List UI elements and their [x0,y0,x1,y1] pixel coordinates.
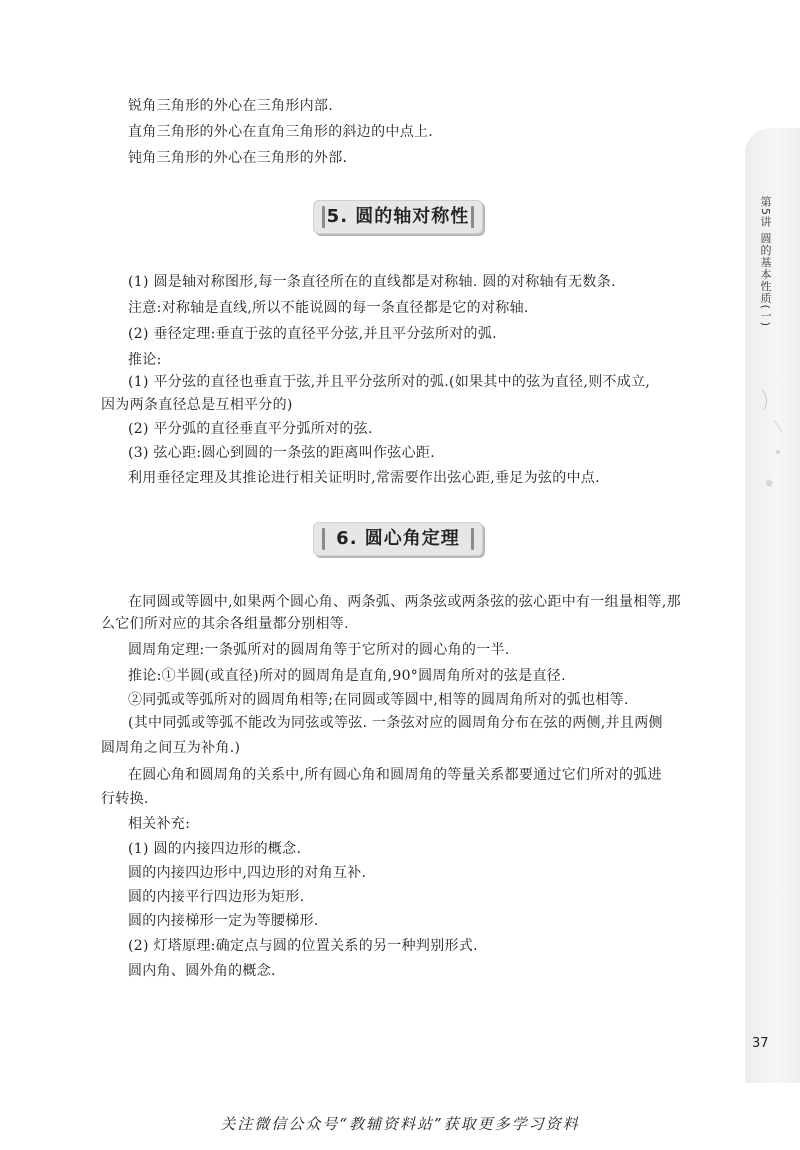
page-number: 37 [752,1036,769,1051]
note-right: 直角三角形的外心在直角三角形的斜边的中点上. [128,124,434,140]
section-6-line: 圆的内接平行四边形为矩形. [128,889,305,905]
section-6-line: 圆的内接梯形一定为等腰梯形. [128,913,319,929]
section-6-line: 推论:①半圆(或直径)所对的圆周角是直角,90°圆周角所对的弦是直径. [128,668,566,684]
section-5-line: 利用垂径定理及其推论进行相关证明时,常需要作出弦心距,垂足为弦的中点. [128,470,600,486]
section-6-line: 么它们所对应的其余各组量都分别相等. [101,616,349,632]
section-6-line: 在同圆或等圆中,如果两个圆心角、两条弧、两条弦或两条弦的弦心距中有一组量相等,那 [128,594,681,610]
section-5-line: (3) 弦心距:圆心到圆的一条弦的距离叫作弦心距. [128,445,435,461]
section-6-line: 在圆心角和圆周角的关系中,所有圆心角和圆周角的等量关系都要通过它们所对的弧进 [128,767,662,783]
section-6-line: 圆周角之间互为补角.) [101,740,241,756]
section-6-line: 行转换. [101,791,149,807]
chapter-label: 第5讲 圆的基本性质(一) [759,196,772,328]
chapter-side-tab [745,128,800,1083]
section-6-line: 圆内角、圆外角的概念. [128,963,276,979]
note-acute: 锐角三角形的外心在三角形内部. [128,98,333,114]
section-6-line: (其中同弧或等弧不能改为同弦或等弦. 一条弦对应的圆周角分布在弦的两侧,并且两侧 [128,715,663,731]
section-6-line: ②同弧或等弧所对的圆周角相等;在同圆或等圆中,相等的圆周角所对的弧也相等. [128,692,629,708]
note-obtuse: 钝角三角形的外心在三角形的外部. [128,150,348,166]
section-5-line: 注意:对称轴是直线,所以不能说圆的每一条直径都是它的对称轴. [128,300,529,316]
section-6-line: (2) 灯塔原理:确定点与圆的位置关系的另一种判别形式. [128,938,478,954]
section-6-title: 6. 圆心角定理 [313,522,483,556]
section-5-line: (1) 圆是轴对称图形,每一条直径所在的直线都是对称轴. 圆的对称轴有无数条. [128,274,616,290]
section-5-line: 推论: [128,352,162,368]
section-5-line: 因为两条直径总是互相平分的) [101,397,293,413]
section-6-line: 圆的内接四边形中,四边形的对角互补. [128,865,367,881]
section-6-line: 相关补充: [128,816,191,832]
section-5-title: 5. 圆的轴对称性 [313,200,483,234]
section-5-line: (2) 垂径定理:垂直于弦的直径平分弦,并且平分弦所对的弧. [128,326,497,342]
footer-note: 关注微信公众号“教辅资料站”获取更多学习资料 [220,1115,580,1133]
section-6-line: (1) 圆的内接四边形的概念. [128,841,302,857]
section-5-line: (2) 平分弧的直径垂直平分弧所对的弦. [128,421,373,437]
decorative-sketch-icon [752,380,792,500]
section-5-line: (1) 平分弦的直径也垂直于弦,并且平分弦所对的弧.(如果其中的弦为直径,则不成立, [128,374,651,390]
section-6-line: 圆周角定理:一条弧所对的圆周角等于它所对的圆心角的一半. [128,642,510,658]
